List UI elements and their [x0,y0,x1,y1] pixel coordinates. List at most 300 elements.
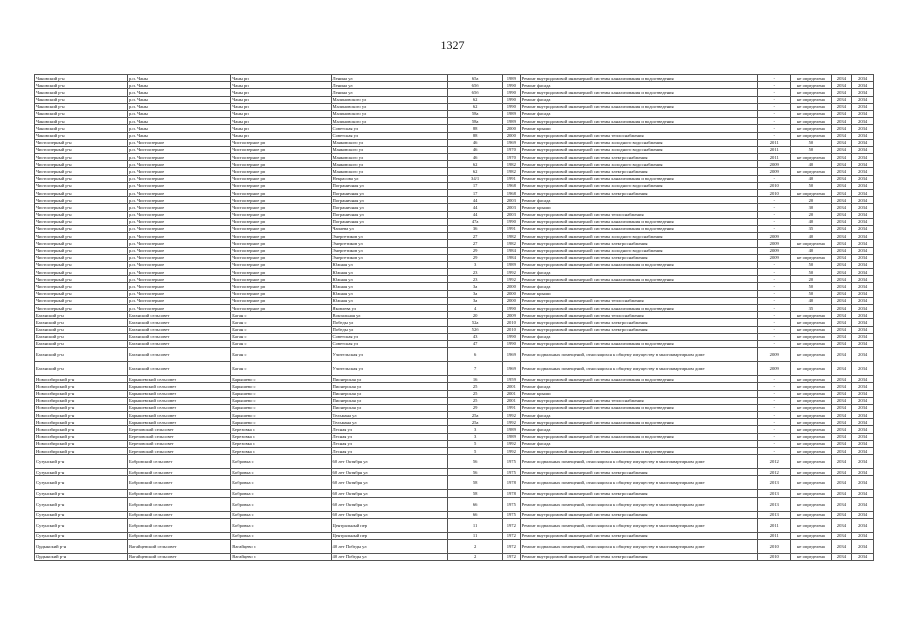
cell-wear: не определена [791,426,831,433]
cell-year: 1972 [503,539,521,553]
cell-municipality: р.п. Чистоозерное [127,197,230,204]
cell-year: 1969 [503,362,521,376]
cell-plan-end: 2034 [852,103,874,110]
cell-street: Учительская ул [331,348,448,362]
cell-municipality: Березовский сельсовет [127,433,230,440]
cell-wear: не определена [791,539,831,553]
cell-district: Чистоозерный р-н [35,261,128,268]
cell-municipality: Бобровский сельсовет [127,455,230,469]
table-row [35,362,874,376]
cell-wear: не определена [791,455,831,469]
cell-settlement: Барышево с [231,390,331,397]
cell-year: 1989 [503,433,521,440]
table-row [35,218,874,225]
cell-last-repair-year: - [758,211,791,218]
cell-street: Советская ул [331,125,448,132]
cell-settlement: Березовка с [231,440,331,447]
cell-wear: 30 [791,204,831,211]
cell-wear: не определена [791,326,831,333]
cell-plan-start: 2034 [831,390,852,397]
cell-municipality: р.п. Чаны [127,89,230,96]
cell-plan-end: 2034 [852,426,874,433]
cell-last-repair-year: - [758,125,791,132]
table-row [35,511,874,518]
cell-last-repair-year: - [758,118,791,125]
cell-last-repair-year: - [758,103,791,110]
cell-last-repair-year: - [758,96,791,103]
cell-work-type: Ремонт внутридомовой инженерной системы канализования и водоотведения [520,419,758,426]
cell-settlement: Березовка с [231,433,331,440]
cell-last-repair-year: 2013 [758,497,791,511]
cell-house: 3 [448,261,503,268]
cell-street: Советская ул [331,340,448,347]
cell-year: 1989 [503,110,521,117]
cell-work-type: Ремонт внутридомовой инженерной системы канализования и водоотведения [520,218,758,225]
cell-year: 2000 [503,283,521,290]
cell-plan-start: 2034 [831,283,852,290]
cell-district: Сузунский р-н [35,455,128,469]
cell-house: 58а [448,118,503,125]
cell-municipality: Баганский сельсовет [127,312,230,319]
cell-municipality: р.п. Чистоозерное [127,190,230,197]
cell-district: Чановский р-н [35,82,128,89]
cell-work-type: Ремонт внутридомовой инженерной системы канализования и водоотведения [520,103,758,110]
cell-municipality: р.п. Чаны [127,75,230,82]
cell-year: 1990 [503,89,521,96]
cell-work-type: Ремонт внутридомовой инженерной системы электроснабжения [520,511,758,518]
cell-street: Центральный пер [331,518,448,532]
cell-house: 36 [448,225,503,232]
cell-municipality: Березовский сельсовет [127,440,230,447]
table-row [35,518,874,532]
cell-district: Чистоозерный р-н [35,154,128,161]
cell-settlement: Бобровка с [231,490,331,497]
cell-settlement: Чистоозерное рп [231,297,331,304]
cell-plan-end: 2034 [852,110,874,117]
cell-last-repair-year: 2009 [758,362,791,376]
cell-last-repair-year: 2010 [758,190,791,197]
cell-plan-end: 2034 [852,469,874,476]
cell-year: 1975 [503,455,521,469]
table-row [35,182,874,189]
cell-last-repair-year: - [758,326,791,333]
cell-wear: 20 [791,197,831,204]
cell-settlement: Барышево с [231,419,331,426]
cell-wear: не определена [791,75,831,82]
cell-street: Яковлева ул [331,305,448,312]
cell-plan-end: 2034 [852,404,874,411]
table-row [35,376,874,383]
cell-year: 1991 [503,225,521,232]
cell-district: Чистоозерный р-н [35,283,128,290]
cell-settlement: Бобровка с [231,532,331,539]
cell-wear: 50 [791,139,831,146]
cell-last-repair-year: - [758,218,791,225]
cell-district: Чистоозерный р-н [35,146,128,153]
cell-wear: не определена [791,433,831,440]
cell-municipality: Бобровский сельсовет [127,518,230,532]
table-row [35,532,874,539]
cell-work-type: Ремонт крыши [520,204,758,211]
cell-street: Победы ул [331,326,448,333]
cell-plan-end: 2034 [852,225,874,232]
table-row [35,89,874,96]
cell-settlement: Бобровка с [231,518,331,532]
cell-street: Маяковского ул [331,161,448,168]
cell-house: 3 [448,426,503,433]
cell-street: Пограничная ул [331,211,448,218]
cell-municipality: р.п. Чистоозерное [127,204,230,211]
cell-last-repair-year: 2010 [758,182,791,189]
cell-municipality: Баганский сельсовет [127,326,230,333]
cell-plan-end: 2034 [852,362,874,376]
cell-last-repair-year: 2011 [758,139,791,146]
cell-last-repair-year: 2011 [758,518,791,532]
cell-municipality: Баганский сельсовет [127,362,230,376]
cell-house: 3а [448,283,503,290]
cell-plan-end: 2034 [852,497,874,511]
capital-repair-table [34,74,874,561]
cell-work-type: Ремонт внутридомовой инженерной системы электроснабжения [520,154,758,161]
cell-settlement: Бобровка с [231,476,331,490]
cell-plan-start: 2034 [831,511,852,518]
cell-year: 1992 [503,276,521,283]
cell-plan-end: 2034 [852,448,874,455]
cell-year: 1959 [503,376,521,383]
cell-last-repair-year: - [758,175,791,182]
cell-year: 1972 [503,553,521,560]
cell-district: Новосибирский р-н [35,440,128,447]
cell-year: 2010 [503,326,521,333]
cell-district: Чистоозерный р-н [35,276,128,283]
cell-settlement: Чистоозерное рп [231,233,331,240]
cell-municipality: р.п. Чистоозерное [127,240,230,247]
cell-plan-end: 2034 [852,139,874,146]
cell-settlement: Чистоозерное рп [231,269,331,276]
cell-street: Южная ул [331,269,448,276]
cell-plan-end: 2034 [852,319,874,326]
cell-plan-end: 2034 [852,383,874,390]
cell-year: 1982 [503,233,521,240]
cell-year: 1982 [503,240,521,247]
cell-work-type: Ремонт внутридомовой инженерной системы канализования и водоотведения [520,261,758,268]
cell-plan-start: 2034 [831,218,852,225]
cell-year: 2001 [503,390,521,397]
cell-street: Маяковского ул [331,146,448,153]
cell-house: 65а [448,75,503,82]
cell-last-repair-year: 2011 [758,154,791,161]
cell-last-repair-year: - [758,376,791,383]
cell-house: 29 [448,254,503,261]
cell-municipality: Баганский сельсовет [127,340,230,347]
cell-district: Чистоозерный р-н [35,211,128,218]
cell-house: 11 [448,532,503,539]
cell-work-type: Ремонт внутридомовой инженерной системы холодного водоснабжения [520,146,758,153]
cell-year: 1970 [503,154,521,161]
cell-municipality: Вагайцевский сельсовет [127,553,230,560]
cell-settlement: Чистоозерное рп [231,276,331,283]
cell-street: Энергетиков ул [331,233,448,240]
cell-district: Чистоозерный р-н [35,218,128,225]
cell-street: Советская ул [331,132,448,139]
cell-house: 25 [448,397,503,404]
cell-house: 5 [448,440,503,447]
cell-last-repair-year: - [758,383,791,390]
table-row [35,96,874,103]
cell-plan-end: 2034 [852,333,874,340]
cell-plan-end: 2034 [852,240,874,247]
table-row [35,390,874,397]
cell-settlement: Вагайцево с [231,553,331,560]
cell-plan-start: 2034 [831,469,852,476]
cell-wear: не определена [791,168,831,175]
cell-last-repair-year: - [758,419,791,426]
table-row [35,383,874,390]
table-row [35,333,874,340]
cell-house: 44 [448,197,503,204]
table-row [35,283,874,290]
cell-settlement: Бобровка с [231,455,331,469]
cell-settlement: Чаны рп [231,132,331,139]
cell-year: 1984 [503,254,521,261]
cell-year: 1982 [503,168,521,175]
cell-plan-start: 2034 [831,326,852,333]
cell-year: 1990 [503,82,521,89]
cell-house: 56 [448,455,503,469]
cell-wear: 20 [791,211,831,218]
table-row [35,490,874,497]
cell-street: Южная ул [331,297,448,304]
table-row [35,261,874,268]
cell-settlement: Баган с [231,362,331,376]
cell-plan-start: 2034 [831,175,852,182]
cell-work-type: Ремонт внутридомовой инженерной системы канализования и водоотведения [520,340,758,347]
cell-street: Пограничная ул [331,190,448,197]
table-row [35,440,874,447]
cell-plan-start: 2034 [831,89,852,96]
cell-settlement: Баган с [231,319,331,326]
cell-year: 1968 [503,182,521,189]
cell-wear: не определена [791,376,831,383]
cell-plan-start: 2034 [831,103,852,110]
cell-settlement: Березовка с [231,426,331,433]
table-row [35,297,874,304]
cell-street: Ленина ул [331,89,448,96]
cell-municipality: р.п. Чистоозерное [127,139,230,146]
cell-district: Чистоозерный р-н [35,161,128,168]
cell-street: Энергетиков ул [331,240,448,247]
cell-plan-start: 2034 [831,539,852,553]
cell-district: Чановский р-н [35,125,128,132]
cell-street: Маяковского ул [331,139,448,146]
cell-district: Чановский р-н [35,103,128,110]
cell-year: 1982 [503,161,521,168]
cell-district: Новосибирский р-н [35,390,128,397]
cell-last-repair-year: 2009 [758,233,791,240]
cell-municipality: Барышевский сельсовет [127,390,230,397]
cell-work-type: Ремонт внутридомовой инженерной системы канализования и водоотведения [520,433,758,440]
cell-year: 2000 [503,125,521,132]
cell-wear: не определена [791,82,831,89]
cell-district: Новосибирский р-н [35,412,128,419]
table-row [35,412,874,419]
cell-plan-end: 2034 [852,261,874,268]
cell-wear: 20 [791,276,831,283]
cell-plan-start: 2034 [831,340,852,347]
cell-work-type: Ремонт внутридомовой инженерной системы канализования и водоотведения [520,448,758,455]
cell-work-type: Ремонт внутридомовой инженерной системы теплоснабжения [520,211,758,218]
cell-year: 2001 [503,397,521,404]
cell-year: 1990 [503,333,521,340]
cell-house: 58 [448,490,503,497]
cell-last-repair-year: - [758,110,791,117]
cell-plan-start: 2034 [831,476,852,490]
table-row [35,103,874,110]
cell-settlement: Чистоозерное рп [231,211,331,218]
cell-municipality: Бобровский сельсовет [127,469,230,476]
cell-district: Сузунский р-н [35,532,128,539]
cell-year: 1991 [503,404,521,411]
cell-street: 60 лет Октября ул [331,490,448,497]
cell-municipality: Баганский сельсовет [127,348,230,362]
cell-year: 1990 [503,96,521,103]
cell-house: 25а [448,412,503,419]
cell-year: 1975 [503,497,521,511]
cell-wear: не определена [791,340,831,347]
cell-street: Победы ул [331,319,448,326]
table-row [35,539,874,553]
cell-settlement: Чистоозерное рп [231,168,331,175]
cell-municipality: р.п. Чистоозерное [127,305,230,312]
cell-municipality: Бобровский сельсовет [127,476,230,490]
cell-settlement: Чистоозерное рп [231,254,331,261]
cell-settlement: Барышево с [231,412,331,419]
cell-last-repair-year: 2010 [758,553,791,560]
table-row [35,75,874,82]
cell-district: Новосибирский р-н [35,376,128,383]
cell-plan-start: 2034 [831,333,852,340]
cell-district: Новосибирский р-н [35,448,128,455]
cell-year: 2000 [503,297,521,304]
cell-municipality: Баганский сельсовет [127,319,230,326]
table-row [35,348,874,362]
cell-last-repair-year: 2010 [758,539,791,553]
cell-plan-start: 2034 [831,297,852,304]
cell-plan-end: 2034 [852,168,874,175]
cell-settlement: Чистоозерное рп [231,161,331,168]
cell-plan-start: 2034 [831,419,852,426]
cell-street: Пионерская ул [331,383,448,390]
cell-plan-end: 2034 [852,247,874,254]
cell-work-type: Ремонт внутридомовой инженерной системы теплоснабжения [520,132,758,139]
cell-plan-start: 2034 [831,118,852,125]
cell-plan-start: 2034 [831,233,852,240]
cell-wear: не определена [791,469,831,476]
cell-plan-end: 2034 [852,190,874,197]
cell-last-repair-year: 2009 [758,348,791,362]
cell-work-type: Ремонт внутридомовой инженерной системы холодного водоснабжения [520,247,758,254]
cell-plan-end: 2034 [852,204,874,211]
cell-year: 1991 [503,175,521,182]
cell-street: Пионерская ул [331,390,448,397]
cell-street: Тельмана ул [331,412,448,419]
cell-wear: не определена [791,132,831,139]
cell-year: 1989 [503,426,521,433]
cell-last-repair-year: 2011 [758,146,791,153]
cell-settlement: Баган с [231,326,331,333]
cell-house: 88 [448,132,503,139]
cell-year: 2003 [503,197,521,204]
cell-municipality: р.п. Чистоозерное [127,146,230,153]
cell-last-repair-year: - [758,276,791,283]
cell-plan-end: 2034 [852,397,874,404]
cell-street: Лесная ул [331,433,448,440]
cell-house: 46 [448,154,503,161]
cell-settlement: Чаны рп [231,118,331,125]
cell-district: Новосибирский р-н [35,404,128,411]
cell-municipality: Барышевский сельсовет [127,376,230,383]
table-row [35,125,874,132]
cell-wear: не определена [791,383,831,390]
cell-last-repair-year: - [758,404,791,411]
cell-plan-start: 2034 [831,290,852,297]
table-row [35,161,874,168]
cell-year: 1970 [503,146,521,153]
table-row [35,269,874,276]
cell-district: Чистоозерный р-н [35,182,128,189]
cell-year: 1969 [503,348,521,362]
cell-last-repair-year: - [758,433,791,440]
cell-district: Ордынский р-н [35,553,128,560]
cell-district: Новосибирский р-н [35,426,128,433]
cell-plan-start: 2034 [831,211,852,218]
table-row [35,276,874,283]
table-row [35,175,874,182]
cell-street: Малиновского ул [331,110,448,117]
cell-settlement: Бобровка с [231,469,331,476]
cell-last-repair-year: - [758,290,791,297]
cell-wear: 35 [791,225,831,232]
cell-plan-start: 2034 [831,319,852,326]
cell-house: 43 [448,333,503,340]
cell-last-repair-year: - [758,312,791,319]
cell-street: Южная ул [331,276,448,283]
cell-settlement: Баган с [231,340,331,347]
cell-settlement: Чистоозерное рп [231,175,331,182]
cell-work-type: Ремонт фасада [520,197,758,204]
cell-house: 65б [448,89,503,96]
cell-work-type: Ремонт фасада [520,283,758,290]
cell-plan-start: 2034 [831,305,852,312]
cell-wear: не определена [791,125,831,132]
cell-wear: не определена [791,448,831,455]
cell-street: Южная ул [331,290,448,297]
cell-settlement: Бобровка с [231,497,331,511]
cell-municipality: р.п. Чистоозерное [127,247,230,254]
cell-district: Баганский р-н [35,348,128,362]
cell-plan-end: 2034 [852,511,874,518]
cell-district: Новосибирский р-н [35,433,128,440]
cell-work-type: Ремонт внутридомовой инженерной системы теплоснабжения [520,297,758,304]
cell-municipality: Березовский сельсовет [127,426,230,433]
cell-municipality: Барышевский сельсовет [127,419,230,426]
cell-wear: 50 [791,283,831,290]
cell-plan-start: 2034 [831,182,852,189]
cell-year: 2001 [503,383,521,390]
cell-district: Чистоозерный р-н [35,305,128,312]
cell-settlement: Чистоозерное рп [231,261,331,268]
cell-house: 27 [448,240,503,247]
